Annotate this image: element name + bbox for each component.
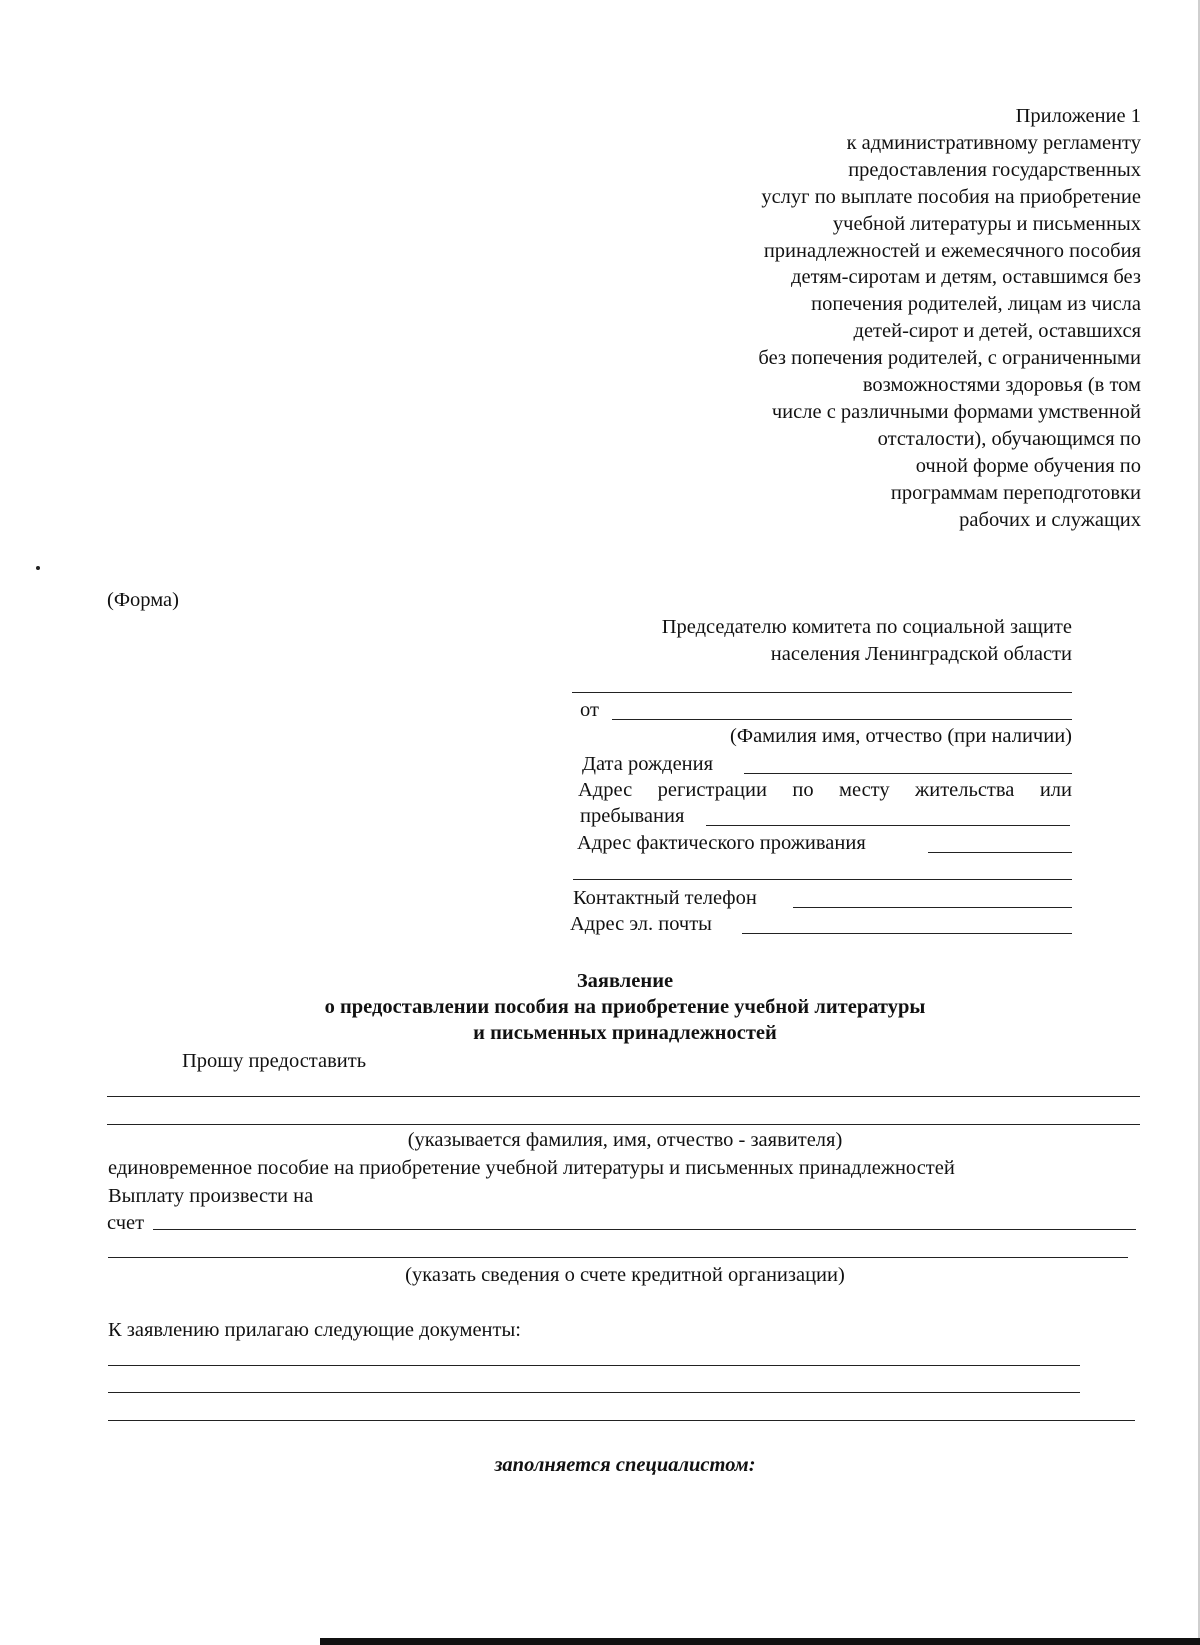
request-label: Прошу предоставить — [182, 1050, 367, 1072]
scan-speck — [36, 566, 40, 570]
appendix-line: принадлежностей и ежемесячного пособия — [763, 239, 1141, 262]
phone-field[interactable] — [793, 907, 1072, 908]
documents-label: К заявлению прилагаю следующие документы: — [108, 1319, 521, 1341]
name-caption: (Фамилия имя, отчество (при наличии) — [730, 725, 1072, 747]
account-field-2[interactable] — [108, 1257, 1128, 1258]
account-field[interactable] — [153, 1229, 1136, 1230]
actual-address-field[interactable] — [928, 852, 1072, 853]
birth-date-label: Дата рождения — [582, 753, 714, 775]
documents-field-1[interactable] — [108, 1365, 1080, 1366]
form-label: (Форма) — [107, 589, 179, 611]
account-label: счет — [107, 1212, 145, 1234]
payment-label: Выплату произвести на — [108, 1185, 314, 1207]
appendix-line: очной форме обучения по — [915, 454, 1141, 477]
appendix-line: без попечения родителей, с ограниченными — [758, 347, 1141, 370]
from-name-field[interactable] — [612, 719, 1072, 720]
appendix-line: рабочих и служащих — [959, 508, 1141, 531]
appendix-line: учебной литературы и письменных — [832, 212, 1141, 235]
appendix-line: детей-сирот и детей, оставшихся — [853, 320, 1141, 343]
registration-label-cont: пребывания — [580, 805, 685, 827]
documents-field-2[interactable] — [108, 1392, 1080, 1393]
appendix-line: детям-сиротам и детям, оставшимся без — [791, 266, 1141, 289]
applicant-name-field[interactable] — [107, 1096, 1140, 1097]
email-label: Адрес эл. почты — [570, 913, 712, 935]
appendix-line: числе с различными формами умственной — [771, 400, 1141, 423]
actual-address-field-2[interactable] — [573, 879, 1072, 880]
appendix-line: услуг по выплате пособия на приобретение — [761, 185, 1141, 208]
applicant-name-caption: (указывается фамилия, имя, отчество - заявителя) — [407, 1129, 843, 1151]
scan-edge-bottom — [320, 1638, 1200, 1645]
application-subtitle-2: и письменных принадлежностей — [473, 1022, 777, 1044]
appendix-line: отсталости), обучающимся по — [877, 427, 1141, 450]
documents-field-3[interactable] — [108, 1420, 1135, 1421]
application-subtitle-1: о предоставлении пособия на приобретение учебной литературы — [324, 996, 926, 1018]
applicant-name-field-2[interactable] — [107, 1124, 1140, 1125]
addressee-blank-line[interactable] — [572, 692, 1072, 693]
addressee-line-2: населения Ленинградской области — [770, 643, 1072, 665]
appendix-line: возможностями здоровья (в том — [862, 374, 1141, 397]
addressee-line-1: Председателю комитета по социальной защите — [661, 616, 1072, 638]
specialist-label: заполняется специалистом: — [494, 1454, 756, 1476]
appendix-header — [640, 103, 1141, 534]
appendix-line: предоставления государственных — [848, 158, 1141, 181]
actual-address-label: Адрес фактического проживания — [577, 832, 866, 854]
application-title: Заявление — [576, 970, 674, 992]
registration-label: Адрес регистрации по месту жительства или — [578, 779, 1072, 801]
birth-date-field[interactable] — [744, 773, 1072, 774]
appendix-line: попечения родителей, лицам из числа — [811, 293, 1141, 316]
account-caption: (указать сведения о счете кредитной организации) — [405, 1264, 845, 1286]
phone-label: Контактный телефон — [573, 887, 757, 909]
benefit-text: единовременное пособие на приобретение учебной литературы и письменных принадлежностей — [108, 1157, 955, 1179]
appendix-line: к административному регламенту — [846, 131, 1141, 154]
email-field[interactable] — [742, 933, 1072, 934]
appendix-line: Приложение 1 — [1015, 105, 1141, 127]
from-label: от — [580, 699, 599, 721]
registration-address-field[interactable] — [706, 825, 1070, 826]
appendix-line: программам переподготовки — [890, 481, 1141, 504]
